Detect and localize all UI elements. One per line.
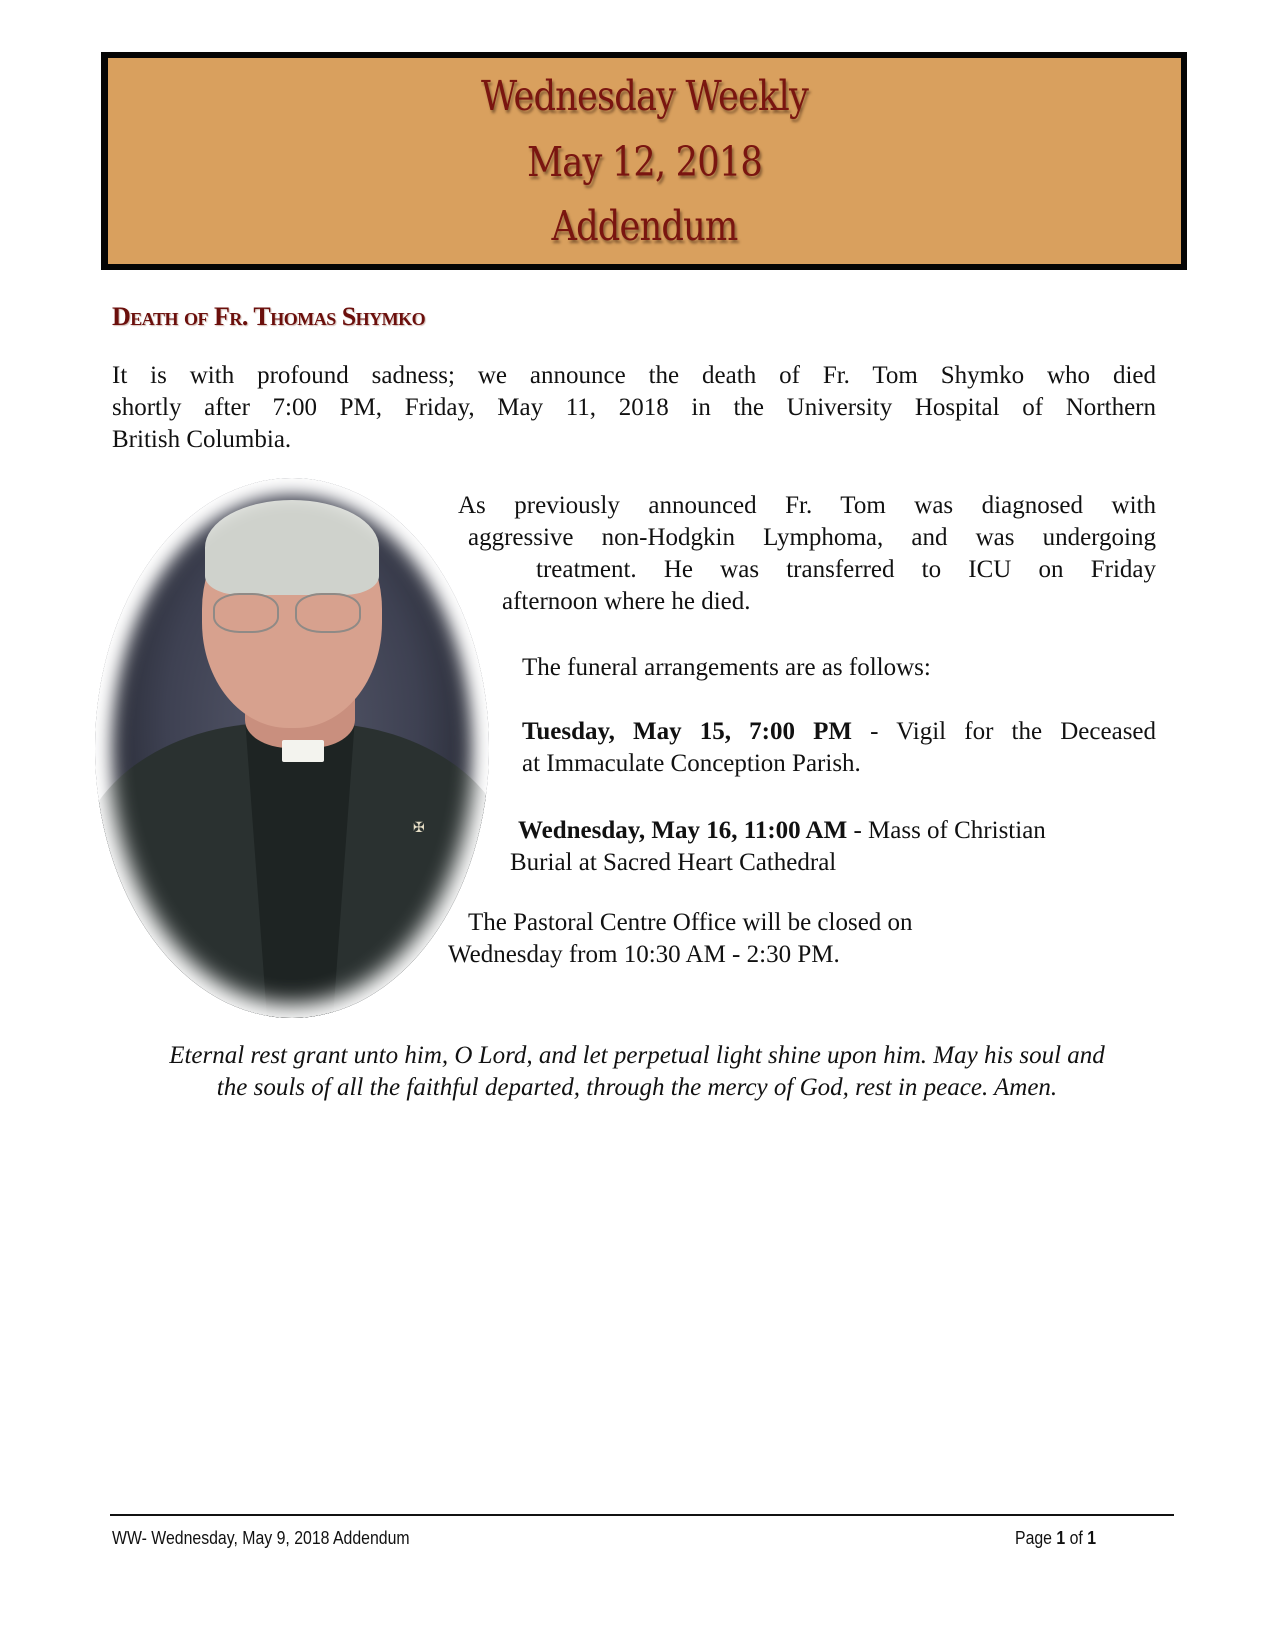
masthead-banner [101, 52, 1187, 270]
page-of: of [1065, 1528, 1088, 1548]
page-current: 1 [1056, 1528, 1066, 1548]
portrait-photo [95, 478, 489, 1018]
diagnosis-line: aggressive non-Hodgkin Lymphoma, and was undergoing [468, 524, 1156, 551]
event-location: at Immaculate Conception Parish. [522, 750, 861, 777]
event-line [518, 815, 1152, 847]
event-line [522, 716, 1156, 748]
page-total: 1 [1087, 1528, 1097, 1548]
prayer-line: Eternal rest grant unto him, O Lord, and let perpetual light shine upon him. May his soul and [169, 1042, 1105, 1069]
office-line: Wednesday from 10:30 AM - 2:30 PM. [448, 941, 840, 968]
vignette [95, 478, 489, 1018]
page-prefix: Page [1015, 1528, 1057, 1548]
newsletter-date: May 12, 2018 [527, 138, 762, 186]
intro-line: shortly after 7:00 PM, Friday, May 11, 2018 in the University Hospital of Northern [112, 394, 1156, 421]
diagnosis-line: As previously announced Fr. Tom was diagnosed with [458, 492, 1156, 519]
event-what: Mass of Christian [868, 817, 1046, 844]
closing-prayer [112, 1040, 1162, 1104]
event-funeral-mass [510, 815, 1152, 879]
office-closure-notice [448, 907, 913, 971]
newsletter-subtitle: Addendum [551, 202, 738, 250]
intro-line: British Columbia. [112, 426, 292, 453]
intro-paragraph [112, 360, 1156, 456]
prayer-line: the souls of all the faithful departed, through the mercy of God, rest in peace. Amen. [216, 1074, 1058, 1101]
newsletter-title: Wednesday Weekly [480, 72, 809, 120]
funeral-intro: The funeral arrangements are as follows: [522, 654, 931, 681]
event-vigil [522, 716, 1156, 780]
intro-line: It is with profound sadness; we announce the death of Fr. Tom Shymko who died [112, 362, 1156, 389]
footer-divider [110, 1514, 1174, 1516]
footer-document-label: WW- Wednesday, May 9, 2018 Addendum [112, 1528, 410, 1548]
article-heading: Death of Fr. Thomas Shymko [112, 302, 426, 331]
event-separator: - [847, 817, 869, 844]
event-location: Burial at Sacred Heart Cathedral [510, 849, 837, 876]
event-what: Vigil for the Deceased [896, 718, 1157, 745]
cross-pin-icon: ✠ [413, 821, 425, 836]
diagnosis-line: treatment. He was transferred to ICU on Friday [536, 556, 1156, 583]
event-separator: - [852, 718, 897, 745]
diagnosis-line: afternoon where he died. [502, 588, 751, 615]
office-line: The Pastoral Centre Office will be closed on [468, 909, 913, 936]
diagnosis-paragraph [458, 490, 1156, 618]
event-when: Tuesday, May 15, 7:00 PM [522, 718, 853, 745]
footer-page-number [1015, 1528, 1096, 1549]
event-when: Wednesday, May 16, 11:00 AM [518, 817, 848, 844]
